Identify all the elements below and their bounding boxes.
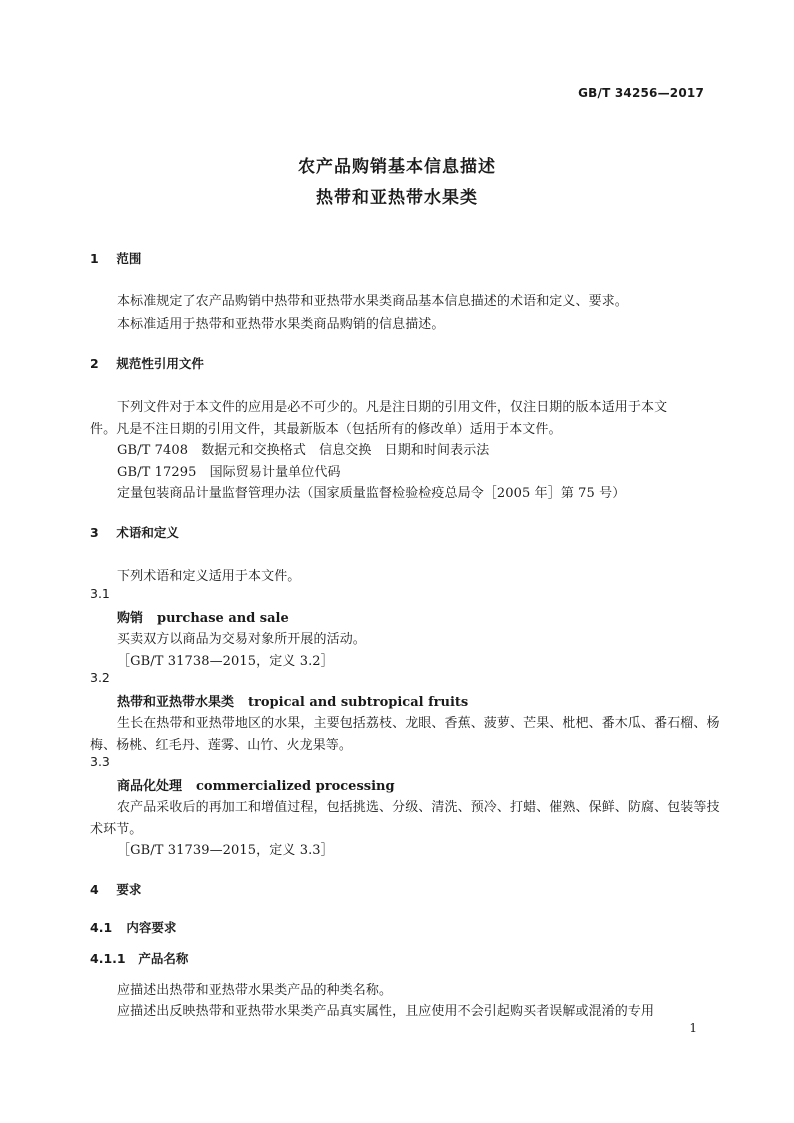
term-number: 3.3: [90, 754, 110, 769]
section-number: 4.1.1: [90, 951, 126, 966]
section-3-heading: [90, 523, 179, 541]
subsection-4-1-heading: [90, 918, 176, 936]
document-subtitle: 热带和亚热带水果类: [316, 188, 478, 208]
document-title: 农产品购销基本信息描述: [298, 157, 496, 177]
term-entry: [117, 607, 289, 626]
paragraph: 本标准规定了农产品购销中热带和亚热带水果类商品基本信息描述的术语和定义、要求。: [117, 294, 628, 309]
normative-reference: 定量包装商品计量监督管理办法（国家质量监督检验检疫总局令［2005 年］第 75 号）: [117, 486, 626, 501]
paragraph: 应描述出热带和亚热带水果类产品的种类名称。: [117, 983, 393, 998]
section-4-heading: [90, 880, 141, 898]
section-title: 范围: [116, 251, 142, 266]
term-zh: 热带和亚热带水果类: [117, 695, 235, 710]
section-number: 4: [90, 882, 99, 897]
paragraph: 下列文件对于本文件的应用是必不可少的。凡是注日期的引用文件，仅注日期的版本适用于本文: [117, 400, 668, 415]
paragraph: 应描述出反映热带和亚热带水果类产品真实属性，且应使用不会引起购买者误解或混淆的专用: [117, 1004, 655, 1019]
section-title: 要求: [116, 882, 142, 897]
normative-reference: GB/T 17295 国际贸易计量单位代码: [117, 465, 341, 480]
term-en: purchase and sale: [157, 611, 289, 626]
section-title: 产品名称: [138, 951, 189, 966]
term-entry: [117, 691, 468, 710]
subsection-4-1-1-heading: [90, 949, 188, 967]
term-definition: 买卖双方以商品为交易对象所开展的活动。: [117, 632, 366, 647]
term-number: 3.1: [90, 586, 110, 601]
section-1-heading: [90, 249, 141, 267]
paragraph-continuation: 件。凡是不注日期的引用文件，其最新版本（包括所有的修改单）适用于本文件。: [90, 422, 562, 437]
term-zh: 商品化处理: [117, 779, 183, 794]
normative-reference: GB/T 7408 数据元和交换格式 信息交换 日期和时间表示法: [117, 443, 490, 458]
term-definition: 生长在热带和亚热带地区的水果，主要包括荔枝、龙眼、香蕉、菠萝、芒果、枇杷、番木瓜、番石榴、杨: [117, 716, 720, 731]
section-number: 1: [90, 251, 99, 266]
term-definition-continuation: 梅、杨桃、红毛丹、莲雾、山竹、火龙果等。: [90, 738, 353, 753]
section-number: 3: [90, 525, 99, 540]
section-number: 4.1: [90, 920, 113, 935]
term-en: tropical and subtropical fruits: [248, 695, 469, 710]
term-definition-continuation: 术环节。: [90, 822, 143, 837]
paragraph: 本标准适用于热带和亚热带水果类商品购销的信息描述。: [117, 317, 445, 332]
term-number: 3.2: [90, 670, 110, 685]
section-2-heading: [90, 354, 204, 372]
section-title: 规范性引用文件: [116, 356, 204, 371]
term-en: commercialized processing: [196, 779, 395, 794]
term-zh: 购销: [117, 611, 144, 626]
term-source: ［GB/T 31738—2015，定义 3.2］: [117, 654, 334, 669]
term-entry: [117, 775, 395, 794]
page-number: 1: [689, 1021, 697, 1035]
term-definition: 农产品采收后的再加工和增值过程，包括挑选、分级、清洗、预冷、打蜡、催熟、保鲜、防腐、包装等技: [117, 800, 720, 815]
standard-number: GB/T 34256—2017: [578, 86, 704, 100]
section-title: 内容要求: [126, 920, 177, 935]
paragraph: 下列术语和定义适用于本文件。: [117, 569, 301, 584]
section-number: 2: [90, 356, 99, 371]
term-source: ［GB/T 31739—2015，定义 3.3］: [117, 843, 334, 858]
section-title: 术语和定义: [116, 525, 179, 540]
